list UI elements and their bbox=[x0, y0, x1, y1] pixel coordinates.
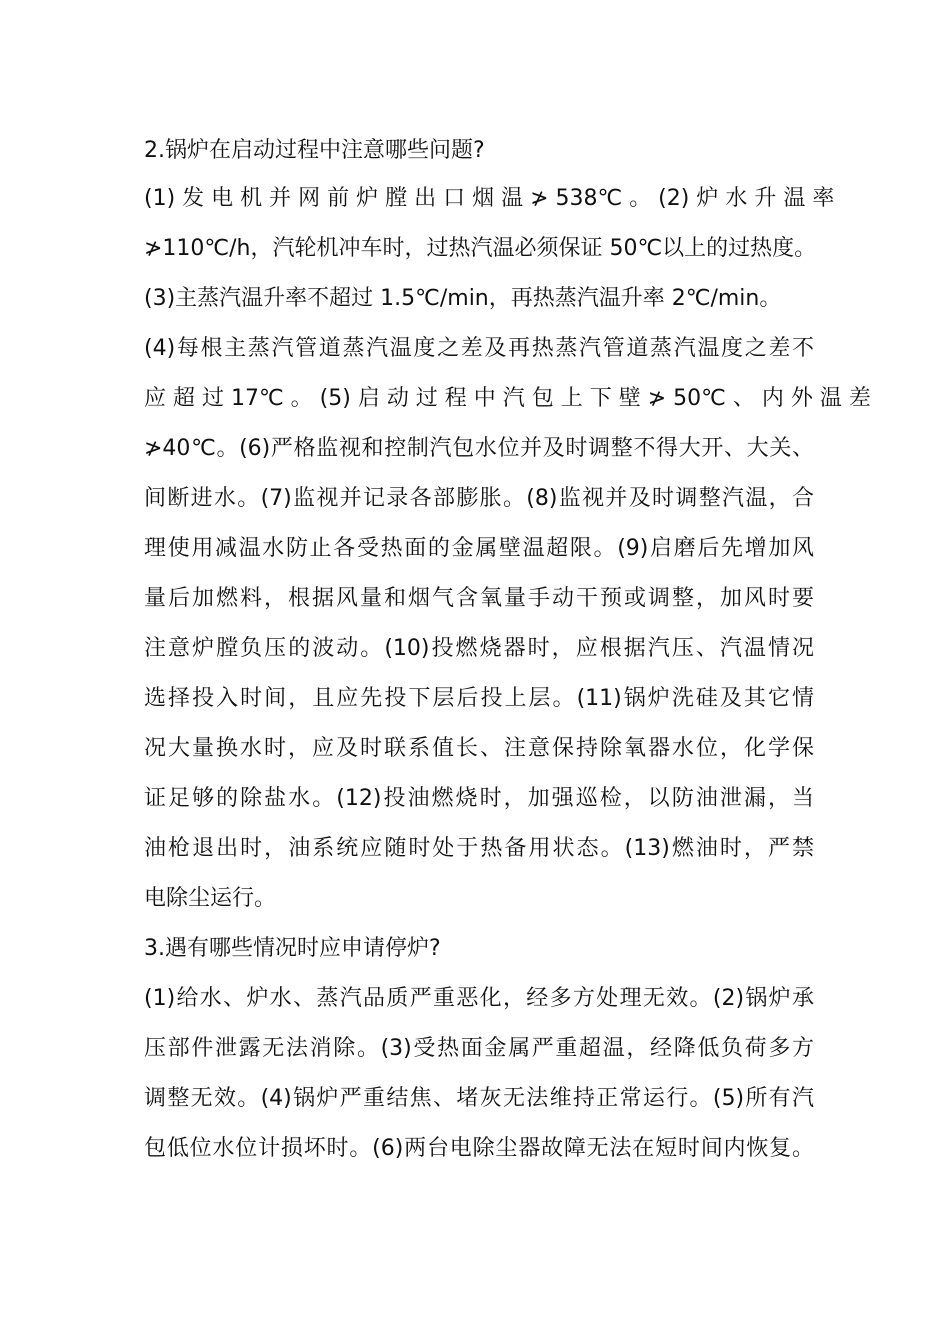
q3-answer-line-1: (1)给水、炉水、蒸汽品质严重恶化，经多方处理无效。(2)锅炉承 bbox=[144, 986, 814, 1011]
q2-answer-line-7: 间断进水。(7)监视并记录各部膨胀。(8)监视并及时调整汽温，合 bbox=[144, 486, 814, 511]
q3-answer-line-4: 包低位水位计损坏时。(6)两台电除尘器故障无法在短时间内恢复。 bbox=[144, 1136, 814, 1161]
q3-answer-line-2: 压部件泄露无法消除。(3)受热面金属严重超温，经降低负荷多方 bbox=[144, 1036, 814, 1061]
q2-answer-line-1: (1) 发 电 机 并 网 前 炉 膛 出 口 烟 温 ≯ 538℃ 。 (2) 炉 水 升 温 率 bbox=[144, 186, 835, 211]
q2-answer-line-5: 应 超 过 17℃ 。 (5) 启 动 过 程 中 汽 包 上 下 壁 ≯ 50℃ 、 内 外 温 差 bbox=[144, 386, 871, 411]
q2-answer-line-8: 理使用减温水防止各受热面的金属壁温超限。(9)启磨后先增加风 bbox=[144, 536, 814, 561]
q2-answer-line-3: (3)主蒸汽温升率不超过 1.5℃/min，再热蒸汽温升率 2℃/min。 bbox=[144, 286, 782, 311]
q2-answer-line-9: 量后加燃料，根据风量和烟气含氧量手动干预或调整，加风时要 bbox=[144, 586, 814, 611]
q2-answer-line-14: 油枪退出时，油系统应随时处于热备用状态。(13)燃油时，严禁 bbox=[144, 836, 814, 861]
q2-answer-line-12: 况大量换水时，应及时联系值长、注意保持除氧器水位，化学保 bbox=[144, 736, 814, 761]
q2-answer-line-4: (4)每根主蒸汽管道蒸汽温度之差及再热蒸汽管道蒸汽温度之差不 bbox=[144, 336, 814, 361]
q2-answer-line-6: ≯40℃。(6)严格监视和控制汽包水位并及时调整不得大开、大关、 bbox=[144, 436, 814, 461]
question-3-heading: 3.遇有哪些情况时应申请停炉? bbox=[144, 936, 441, 961]
q2-answer-line-11: 选择投入时间，且应先投下层后投上层。(11)锅炉洗硅及其它情 bbox=[144, 686, 814, 711]
q2-answer-line-13: 证足够的除盐水。(12)投油燃烧时，加强巡检，以防油泄漏，当 bbox=[144, 786, 814, 811]
q2-answer-line-15: 电除尘运行。 bbox=[144, 886, 277, 911]
q2-answer-line-2: ≯110℃/h，汽轮机冲车时，过热汽温必须保证 50℃以上的过热度。 bbox=[144, 236, 817, 261]
q3-answer-line-3: 调整无效。(4)锅炉严重结焦、堵灰无法维持正常运行。(5)所有汽 bbox=[144, 1086, 814, 1111]
q2-answer-line-10: 注意炉膛负压的波动。(10)投燃烧器时，应根据汽压、汽温情况 bbox=[144, 636, 814, 661]
question-2-heading: 2.锅炉在启动过程中注意哪些问题? bbox=[144, 138, 485, 163]
